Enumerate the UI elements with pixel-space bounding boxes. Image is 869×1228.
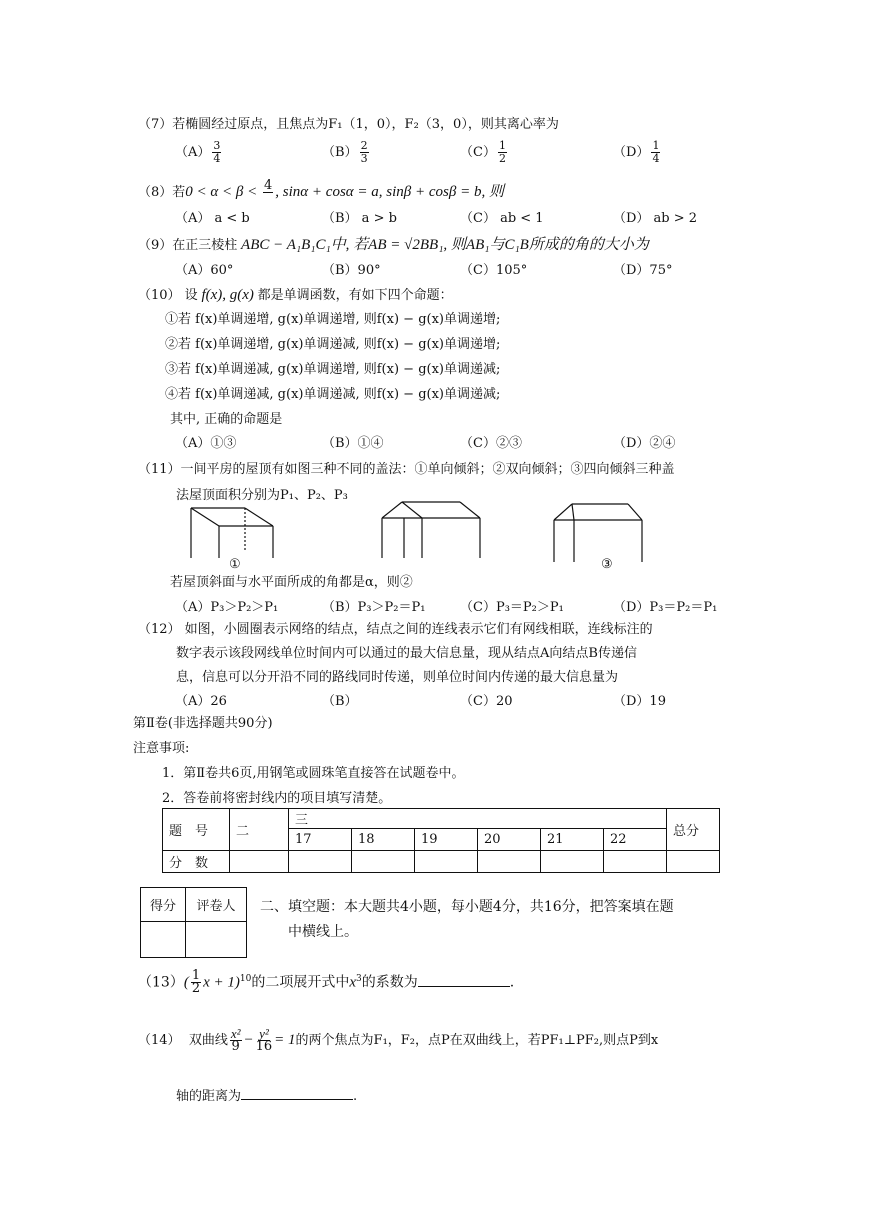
roof-figure-3-label: ③ xyxy=(601,557,613,572)
q10-option-d: （D）②④ xyxy=(613,436,676,451)
score-table xyxy=(162,808,720,873)
part2-notice: 注意事项: xyxy=(133,741,190,756)
score-table-header-label: 题 号 xyxy=(163,809,230,851)
score-table-col-three: 三 xyxy=(289,809,667,829)
score-cell-two[interactable] xyxy=(230,851,289,873)
q10-prop-2: ②若 f(x)单调递增, g(x)单调递减, 则f(x) − g(x)单调递增; xyxy=(165,337,501,352)
q9-stem: （9）在正三棱柱 ABC − A₁B₁C₁中, 若AB = √2BB₁, 则AB₁与C₁B所成的角的大小为 xyxy=(138,237,649,253)
score-table-sub-19: 19 xyxy=(415,829,478,851)
score-table-sub-17: 17 xyxy=(289,829,352,851)
q11-option-a: （A）P₃＞P₂＞P₁ xyxy=(175,600,279,615)
q8-stem: （8）若0 < α < β < 4 , sinα + cosα = a, sinβ + cosβ = b, 则 xyxy=(138,178,504,200)
q9-option-b: （B）90° xyxy=(322,263,381,278)
score-cell-20[interactable] xyxy=(478,851,541,873)
score-cell-total[interactable] xyxy=(667,851,720,873)
q9-option-a: （A）60° xyxy=(175,263,234,278)
q13-answer-blank[interactable] xyxy=(418,972,510,987)
score-cell-17[interactable] xyxy=(289,851,352,873)
q8-option-c: （C） ab < 1 xyxy=(460,211,544,226)
q12-line2: 数字表示该段网线单位时间内可以通过的最大信息量，现从结点A向结点B传递信 xyxy=(176,646,637,661)
q10-conclusion: 其中, 正确的命题是 xyxy=(170,412,283,427)
score-table-sub-21: 21 xyxy=(541,829,604,851)
q11-stem-line1: （11）一间平房的屋顶有如图三种不同的盖法：①单向倾斜；②双向倾斜；③四向倾斜三种盖 xyxy=(138,462,675,477)
q10-prop-3: ③若 f(x)单调递减, g(x)单调递增, 则f(x) − g(x)单调递减; xyxy=(165,362,501,377)
grader-box xyxy=(140,887,247,958)
q10-option-a: （A）①③ xyxy=(175,436,237,451)
q10-option-c: （C）②③ xyxy=(460,436,522,451)
score-cell-22[interactable] xyxy=(604,851,667,873)
roof-figure-double-slope xyxy=(378,496,488,566)
q11-option-c: （C）P₃＝P₂＞P₁ xyxy=(460,600,564,615)
q13-stem: （13）( $\frac{1}{2}$ x + 1)$^{10}$的二项展开式中$x^3$的系数为 . xyxy=(138,968,515,996)
q10-stem: （10） 设 f(x), g(x) 都是单调函数，有如下四个命题： xyxy=(138,287,453,303)
score-table-row2-label: 分 数 xyxy=(163,851,230,873)
q12-option-b: （B） xyxy=(322,694,358,709)
score-table-sub-20: 20 xyxy=(478,829,541,851)
q12-line3: 息，信息可以分开沿不同的路线同时传递，则单位时间内传递的最大信息量为 xyxy=(176,670,619,685)
score-table-col-two: 二 xyxy=(230,809,289,851)
grader-box-score-label: 得分 xyxy=(141,888,186,922)
q8-option-b: （B） a > b xyxy=(322,211,397,226)
q14-stem: （14） 双曲线 $\frac{\text{x²}}{9}$ − $\frac{\text{y²}}{16}$ = 1的两个焦点为F₁，F₂，点P在双曲线上，若PF₁⊥PF₂,则点P到x xyxy=(138,1026,659,1054)
q7-stem: （7）若椭圆经过原点，且焦点为F₁（1，0），F₂（3，0），则其离心率为 xyxy=(138,117,559,132)
roof-figure-1-label: ① xyxy=(229,557,241,572)
grader-box-score-cell[interactable] xyxy=(141,922,186,958)
q11-stem-line2: 法屋顶面积分别为P₁、P₂、P₃ xyxy=(176,488,348,503)
q12-option-c: （C）20 xyxy=(460,694,513,709)
q10-option-b: （B）①④ xyxy=(322,436,384,451)
roof-figure-2-label: ② xyxy=(399,575,413,590)
q8-option-a: （A） a < b xyxy=(175,211,250,226)
part2-item-1: 1．第Ⅱ卷共6页,用钢笔或圆珠笔直接答在试题卷中。 xyxy=(162,766,465,781)
score-cell-19[interactable] xyxy=(415,851,478,873)
score-table-sub-22: 22 xyxy=(604,829,667,851)
score-table-total: 总分 xyxy=(667,809,720,851)
score-table-sub-18: 18 xyxy=(352,829,415,851)
q7-option-b: （B） $\frac{2}{3}$ xyxy=(322,139,368,165)
score-cell-21[interactable] xyxy=(541,851,604,873)
grader-box-grader-cell[interactable] xyxy=(186,922,247,958)
q12-line1: （12） 如图，小圆圈表示网络的结点，结点之间的连线表示它们有网线相联，连线标注的 xyxy=(138,622,653,637)
q10-prop-4: ④若 f(x)单调递减, g(x)单调递减, 则f(x) − g(x)单调递减; xyxy=(165,387,501,402)
q14-line2: 轴的距离为 . xyxy=(176,1085,357,1104)
q11-option-d: （D）P₃＝P₂＝P₁ xyxy=(613,600,718,615)
q12-option-d: （D）19 xyxy=(613,694,666,709)
q11-condition: 若屋顶斜面与水平面所成的角都是α，则② xyxy=(170,575,413,590)
q7-option-a: （A） $\frac{3}{4}$ xyxy=(175,139,221,165)
q9-option-d: （D）75° xyxy=(613,263,673,278)
grader-box-grader-label: 评卷人 xyxy=(186,888,247,922)
q9-option-c: （C）105° xyxy=(460,263,528,278)
section2-heading-line1: 二、填空题：本大题共4小题，每小题4分，共16分，把答案填在题 xyxy=(260,899,674,915)
score-cell-18[interactable] xyxy=(352,851,415,873)
part2-title: 第Ⅱ卷(非选择题共90分) xyxy=(133,716,273,731)
q7-option-d: （D） $\frac{1}{4}$ xyxy=(613,139,660,165)
part2-item-2: 2．答卷前将密封线内的项目填写清楚。 xyxy=(162,791,392,806)
section2-heading-line2: 中横线上。 xyxy=(288,924,358,940)
q14-answer-blank[interactable] xyxy=(241,1085,353,1100)
q12-option-a: （A）26 xyxy=(175,694,227,709)
q7-option-c: （C） $\frac{1}{2}$ xyxy=(460,139,506,165)
q10-prop-1: ①若 f(x)单调递增, g(x)单调递增, 则f(x) − g(x)单调递增; xyxy=(165,312,501,327)
q11-option-b: （B）P₃＞P₂＝P₁ xyxy=(322,600,426,615)
q8-option-d: （D） ab > 2 xyxy=(613,211,698,226)
